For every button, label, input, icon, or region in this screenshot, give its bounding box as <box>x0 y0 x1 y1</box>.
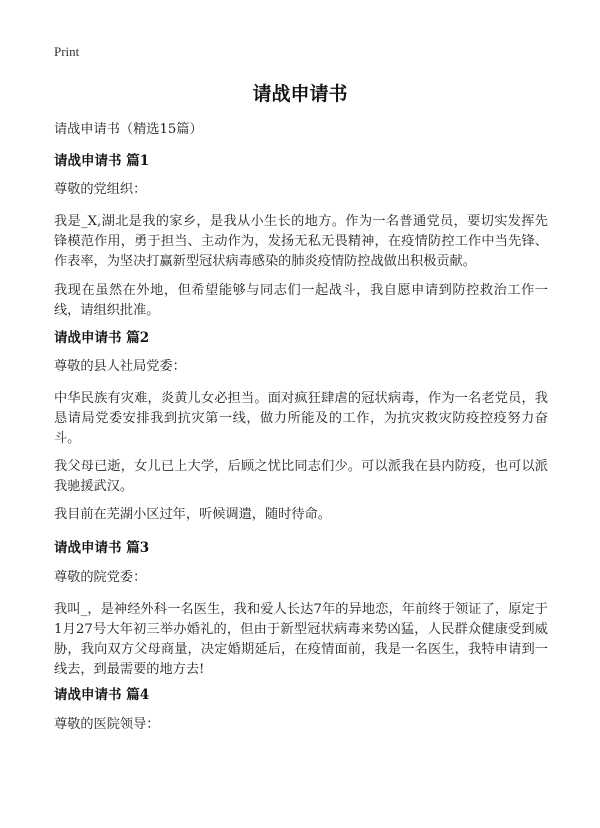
section-heading-3: 请战申请书 篇3 <box>54 540 150 556</box>
document-subtitle: 请战申请书（精选15篇） <box>54 122 203 137</box>
salutation-4: 尊敬的医院领导： <box>54 717 160 732</box>
paragraph-2-2: 我父母已逝，女儿已上大学，后顾之忧比同志们少。可以派我在县内防疫，也可以派我驰援武汉。 <box>54 459 548 494</box>
section-heading-1: 请战申请书 篇1 <box>54 153 150 169</box>
paragraph-1-2: 我现在虽然在外地，但希望能够与同志们一起战斗，我自愿申请到防控救治工作一线，请组织批准。 <box>54 283 548 318</box>
section-heading-4: 请战申请书 篇4 <box>54 687 150 703</box>
paragraph-3-1: 我叫_，是神经外科一名医生，我和爱人长达7年的异地恋，年前终于领证了，原定于1月27号大年初三举办婚礼的，但由于新型冠状病毒来势凶猛，人民群众健康受到威胁，我向双方父母商量，决定婚期延后，在疫情面前，我是一名医生，我特申请到一线去，到最需要的地方去! <box>54 602 548 677</box>
salutation-3: 尊敬的院党委： <box>54 570 147 585</box>
paragraph-2-3: 我目前在芜湖小区过年，听候调遣，随时待命。 <box>54 507 331 522</box>
salutation-2: 尊敬的县人社局党委： <box>54 359 186 374</box>
salutation-1: 尊敬的党组织： <box>54 182 147 197</box>
print-label: Print <box>54 44 80 59</box>
page-title: 请战申请书 <box>252 83 348 105</box>
paragraph-2-1: 中华民族有灾难，炎黄儿女必担当。面对疯狂肆虐的冠状病毒，作为一名老党员，我恳请局党委安排我到抗灾第一线，做力所能及的工作，为抗灾救灾防疫控疫努力奋斗。 <box>54 391 548 446</box>
section-heading-2: 请战申请书 篇2 <box>54 330 150 346</box>
paragraph-1-1: 我是_X,湖北是我的家乡，是我从小生长的地方。作为一名普通党员，要切实发挥先锋模范作用，勇于担当、主动作为，发扬无私无畏精神，在疫情防控工作中当先锋、作表率，为坚决打赢新型冠状病毒感染的肺炎疫情防控战做出积极贡献。 <box>54 214 548 269</box>
